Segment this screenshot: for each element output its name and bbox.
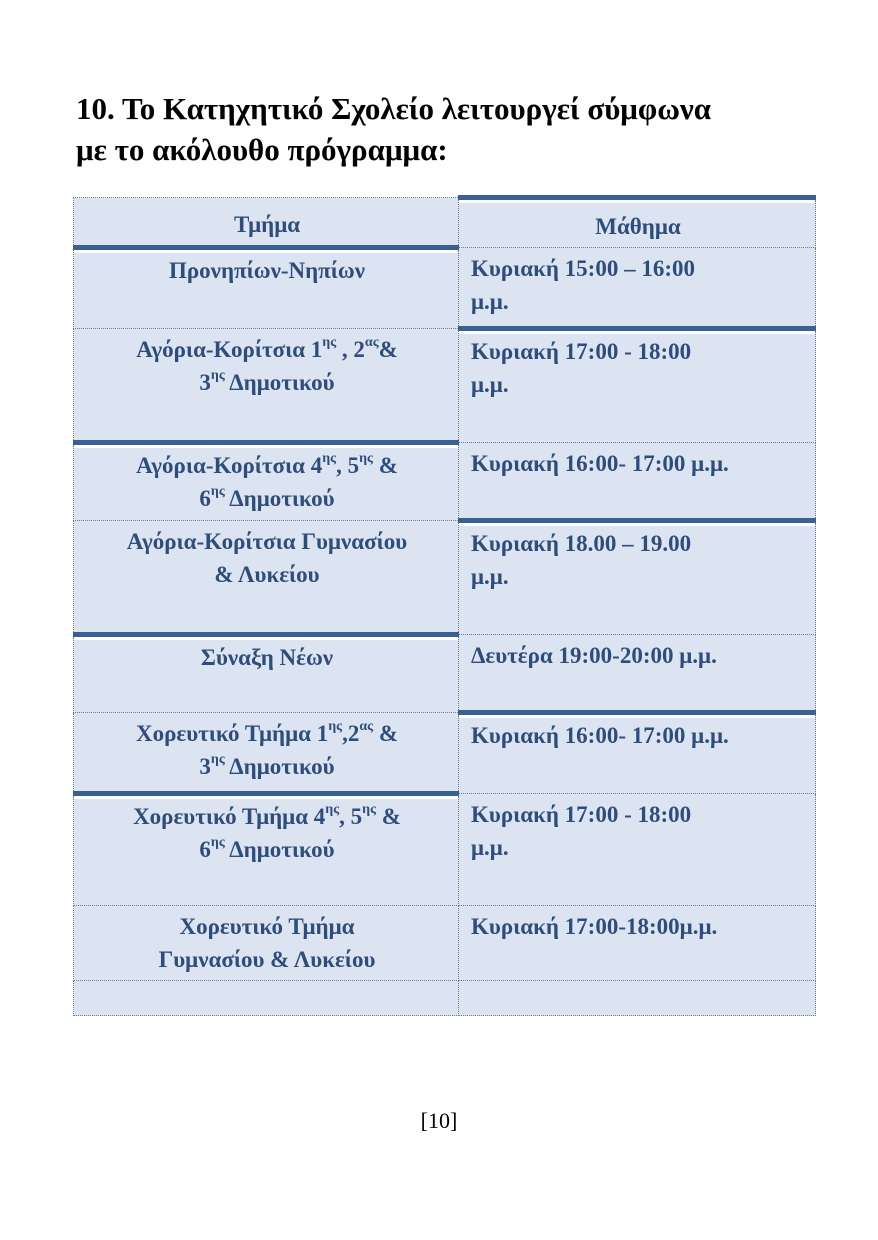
table-row bbox=[74, 713, 816, 794]
table-header-row bbox=[74, 198, 816, 248]
section-cell: Σύναξη Νέων bbox=[74, 635, 459, 713]
time-cell: Κυριακή 17:00 - 18:00 μ.μ. bbox=[459, 329, 816, 443]
section-cell: Αγόρια-Κορίτσια $4^{\eta\varsigma}$, $5^{\eta\varsigma}$ & $6^{\eta\varsigma}$ Δημοτικού bbox=[74, 443, 459, 521]
table-row bbox=[74, 248, 816, 329]
empty-cell bbox=[74, 981, 459, 1016]
heading-line-2: με το ακόλουθο πρόγραμμα: bbox=[76, 132, 448, 167]
table-row-empty bbox=[74, 981, 816, 1016]
time-cell: Κυριακή 17:00-18:00μ.μ. bbox=[459, 906, 816, 981]
table-row bbox=[74, 329, 816, 443]
heading-line-1: 10. Το Κατηχητικό Σχολείο λειτουργεί σύμφωνα bbox=[76, 91, 712, 126]
table-row bbox=[74, 635, 816, 713]
section-cell: Προνηπίων-Νηπίων bbox=[74, 248, 459, 329]
table-row bbox=[74, 794, 816, 906]
section-cell: Χορευτικό Τμήμα $1^{\eta\varsigma},2^{\alpha\varsigma}$ & $3^{\eta\varsigma}$ Δημοτικού bbox=[74, 713, 459, 794]
header-lesson: Μάθημα bbox=[459, 198, 816, 248]
section-cell: Αγόρια-Κορίτσια Γυμνασίου & Λυκείου bbox=[74, 521, 459, 635]
schedule-table bbox=[73, 195, 816, 1016]
empty-cell bbox=[459, 981, 816, 1016]
time-cell: Δευτέρα 19:00-20:00 μ.μ. bbox=[459, 635, 816, 713]
table-row bbox=[74, 521, 816, 635]
section-cell: Χορευτικό Τμήμα Γυμνασίου & Λυκείου bbox=[74, 906, 459, 981]
time-cell: Κυριακή 18.00 – 19.00 μ.μ. bbox=[459, 521, 816, 635]
table-row bbox=[74, 443, 816, 521]
table-row bbox=[74, 906, 816, 981]
section-cell: Χορευτικό Τμήμα $4^{\eta\varsigma}$, $5^{\eta\varsigma}$ & $6^{\eta\varsigma}$ Δημοτικού bbox=[74, 794, 459, 906]
time-cell: Κυριακή 16:00- 17:00 μ.μ. bbox=[459, 443, 816, 521]
page-number: [10] bbox=[420, 1108, 458, 1133]
section-cell: Αγόρια-Κορίτσια $1^{\eta\varsigma}$ , $2^{\alpha\varsigma}\&$ $3^{\eta\varsigma}$ Δημοτικού bbox=[74, 329, 459, 443]
page-heading bbox=[76, 88, 816, 170]
header-section: Τμήμα bbox=[74, 198, 459, 248]
time-cell: Κυριακή 16:00- 17:00 μ.μ. bbox=[459, 713, 816, 794]
time-cell: Κυριακή 15:00 – 16:00 μ.μ. bbox=[459, 248, 816, 329]
time-cell: Κυριακή 17:00 - 18:00 μ.μ. bbox=[459, 794, 816, 906]
